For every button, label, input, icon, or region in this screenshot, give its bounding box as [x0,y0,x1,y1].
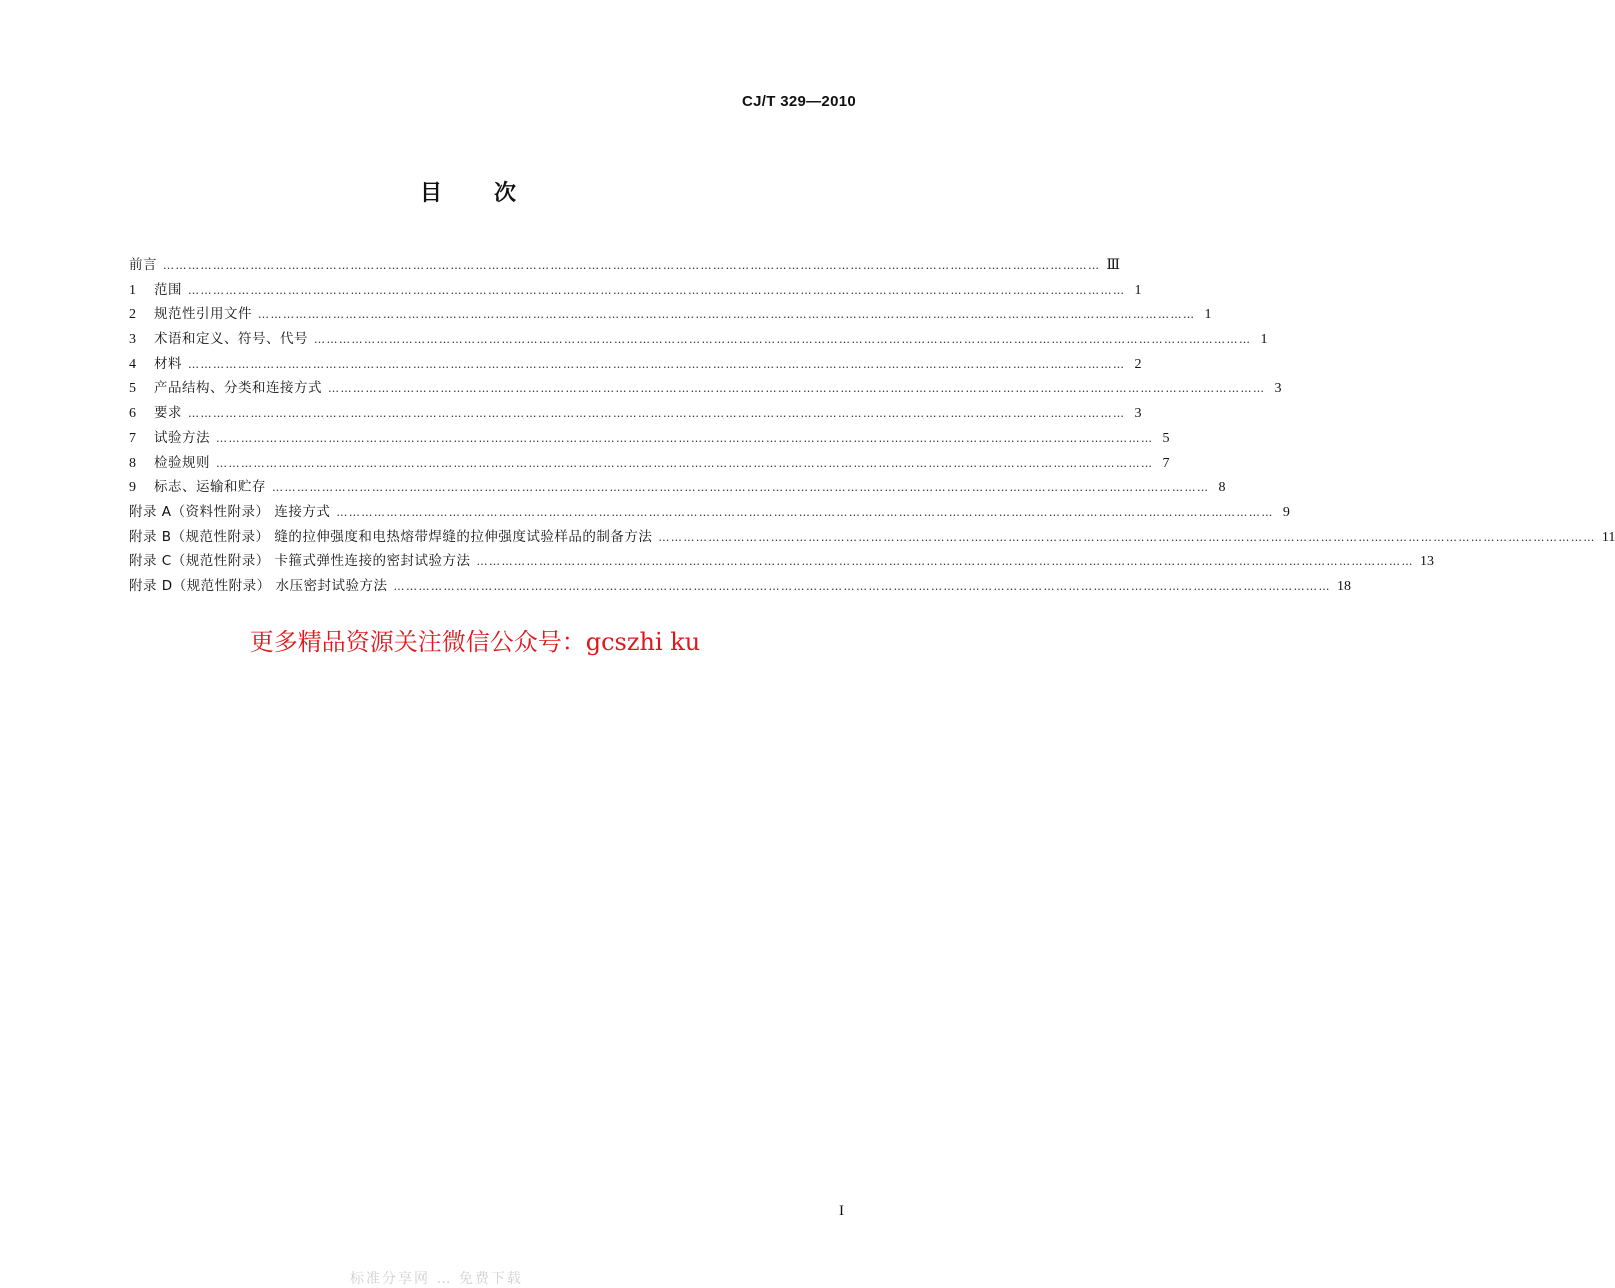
toc-entry-label: 附录 B（规范性附录） 缝的拉伸强度和电热熔带焊缝的拉伸强度试验样品的制备方法 [129,528,653,545]
toc-entry-3[interactable] [129,327,1268,352]
toc-entry-4[interactable] [129,352,1142,377]
toc-entry-appendix-a[interactable] [129,500,1290,525]
toc-entry-number: 7 [129,430,136,446]
toc-entry-6[interactable] [129,401,1142,426]
toc-entry-label: 试验方法 [154,429,210,446]
toc-entry-9[interactable] [129,475,1226,500]
toc-entry-5[interactable] [129,376,1282,401]
toc-entry-appendix-d[interactable] [129,574,1351,599]
toc-entry-number: 6 [129,406,136,422]
toc-entry-page: 2 [1134,356,1142,372]
toc-entry-appendix-c[interactable] [129,549,1435,574]
toc-entry-appendix-b[interactable] [129,525,1615,550]
toc-entry-page: 5 [1162,430,1170,446]
toc-entry-label: 附录 D（规范性附录） 水压密封试验方法 [129,577,388,594]
toc-entry-page: 8 [1218,480,1226,496]
toc-leader-dots [188,284,1126,297]
toc-entry-label: 术语和定义、符号、代号 [154,331,308,348]
toc-entry-number: 4 [129,356,136,372]
toc-entry-page: 3 [1134,406,1142,422]
toc-leader-dots [188,358,1126,371]
toc-entry-label: 规范性引用文件 [154,306,252,323]
toc-leader-dots [658,531,1596,544]
footer-watermark: 标准分享网 … 免费下载 [350,1271,523,1287]
toc-title: 目次 [419,181,568,206]
toc-entry-label: 附录 A（资料性附录） 连接方式 [129,503,331,520]
toc-entry-number: 9 [129,480,136,496]
toc-entry-label: 材料 [154,355,182,372]
toc-entry-label: 前言 [129,257,157,273]
toc-entry-label: 标志、运输和贮存 [154,479,266,496]
toc-leader-dots [393,580,1331,593]
toc-leader-dots [314,333,1252,346]
table-of-contents [129,253,1615,599]
toc-entry-page: 18 [1336,578,1351,594]
toc-entry-label: 产品结构、分类和连接方式 [154,380,322,397]
promo-banner: 更多精品资源关注微信公众号：gcszhi ku [249,628,701,656]
toc-leader-dots [216,457,1154,470]
toc-entry-label: 要求 [154,405,182,422]
toc-entry-page: 9 [1282,504,1290,520]
toc-entry-page: 3 [1274,381,1282,397]
toc-entry-page: 7 [1162,455,1170,471]
toc-entry-1[interactable] [129,278,1142,303]
toc-leader-dots [216,432,1154,445]
toc-entry-foreword[interactable] [129,253,1121,278]
toc-entry-7[interactable] [129,426,1170,451]
toc-entry-page: Ⅲ [1106,258,1121,273]
toc-leader-dots [272,481,1210,494]
toc-entry-page: 1 [1134,282,1142,298]
toc-leader-dots [163,259,1101,272]
toc-leader-dots [328,382,1266,395]
toc-entry-label: 检验规则 [154,454,210,471]
toc-entry-2[interactable] [129,302,1212,327]
toc-entry-label: 范围 [154,281,182,298]
toc-leader-dots [188,407,1126,420]
toc-entry-number: 2 [129,307,136,323]
toc-entry-label: 附录 C（规范性附录） 卡箍式弹性连接的密封试验方法 [129,553,471,570]
toc-leader-dots [477,555,1415,568]
toc-entry-number: 8 [129,455,136,471]
toc-entry-page: 1 [1260,332,1268,348]
toc-entry-page: 11 [1601,529,1615,545]
toc-entry-number: 1 [129,282,136,298]
toc-entry-number: 5 [129,381,136,397]
toc-entry-8[interactable] [129,451,1170,476]
standard-number: CJ/T 329—2010 [742,93,856,110]
toc-leader-dots [258,308,1196,321]
toc-entry-page: 1 [1204,307,1212,323]
toc-entry-number: 3 [129,332,136,348]
toc-entry-page: 13 [1420,554,1435,570]
page-number: I [839,1203,844,1219]
toc-leader-dots [336,506,1274,519]
